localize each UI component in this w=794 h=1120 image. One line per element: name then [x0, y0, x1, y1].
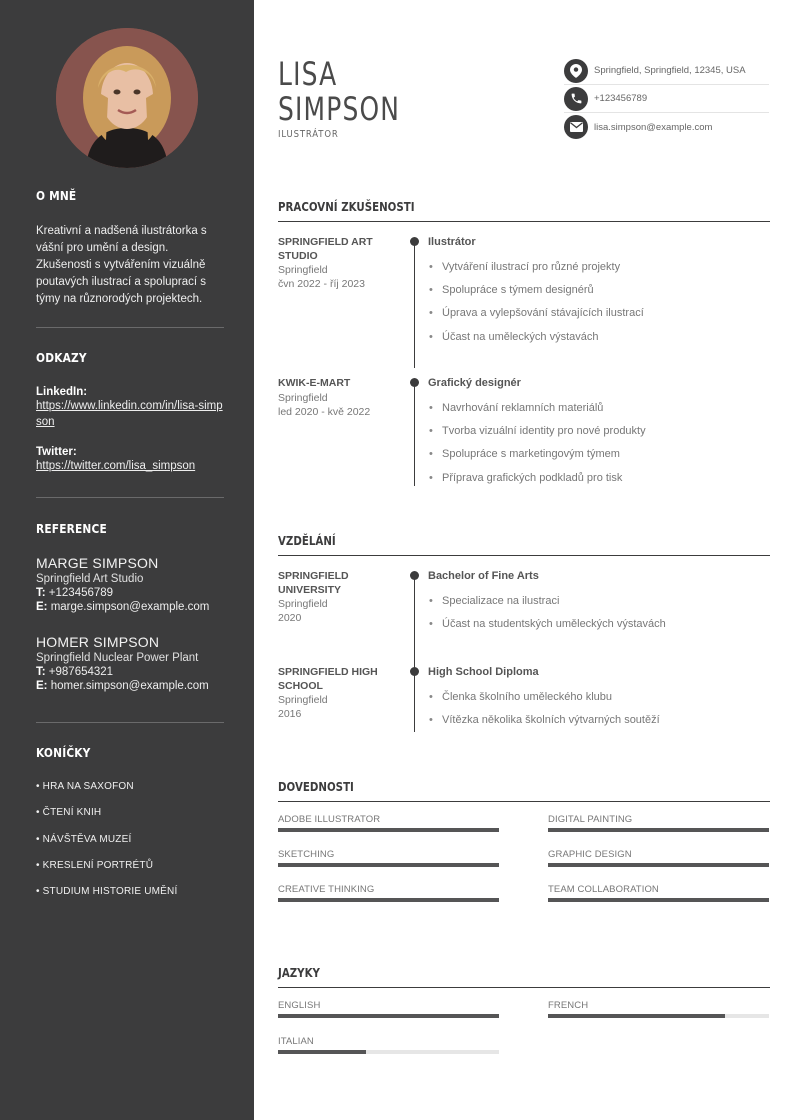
- list-item: • Účast na studentských uměleckých výstavách: [428, 606, 770, 629]
- sidebar-divider: [36, 327, 224, 328]
- hobby-item: • KRESLENÍ PORTRÉTŮ: [36, 859, 154, 871]
- education-heading-text: VZDĚLÁNÍ: [278, 533, 336, 548]
- timeline-dot: [410, 667, 419, 676]
- skill-item: [548, 884, 769, 902]
- address-text: Springfield, Springfield, 12345, USA: [594, 65, 746, 76]
- skill-bar-track: [548, 898, 769, 902]
- language-bar-fill: [548, 1014, 725, 1018]
- skill-item: [278, 884, 499, 902]
- skill-bar-track: [278, 828, 499, 832]
- list-item: • Účast na uměleckých výstavách: [428, 319, 770, 342]
- entry-location: Springfield: [278, 598, 328, 610]
- skill-bar-track: [548, 863, 769, 867]
- entry-dates: led 2020 - kvě 2022: [278, 405, 371, 418]
- linkedin-url[interactable]: https://www.linkedin.com/in/lisa-simpson: [36, 400, 223, 428]
- language-bar-track: [278, 1050, 499, 1054]
- about-heading: O MNĚ: [36, 188, 77, 203]
- entry-position: Ilustrátor: [428, 236, 476, 248]
- hobby-item: • NÁVŠTĚVA MUZEÍ: [36, 833, 132, 845]
- entry-meta: [278, 570, 398, 625]
- experience-entry: [278, 377, 770, 492]
- skill-bar-fill: [548, 898, 769, 902]
- entry-dates: 2016: [278, 708, 302, 720]
- links-heading: ODKAZY: [36, 350, 87, 365]
- links-section: [36, 350, 224, 365]
- language-bar-fill: [278, 1050, 366, 1054]
- list-item: • Spolupráce s týmem designérů: [428, 272, 770, 295]
- skill-name: CREATIVE THINKING: [278, 884, 375, 895]
- entry-location: Springfield: [278, 264, 328, 276]
- entry-bullets: [428, 249, 770, 342]
- last-name: SIMPSON: [278, 90, 401, 128]
- hobbies-section: [36, 745, 224, 760]
- references-heading: REFERENCE: [36, 521, 107, 536]
- contact-email: [564, 113, 769, 141]
- twitter-url[interactable]: https://twitter.com/lisa_simpson: [36, 460, 196, 472]
- entry-details: [428, 236, 770, 342]
- languages-heading-text: JAZYKY: [278, 965, 320, 980]
- language-bar-fill: [278, 1014, 499, 1018]
- entry-meta: [278, 236, 398, 291]
- entry-meta: [278, 666, 398, 721]
- reference-name: HOMER SIMPSON: [36, 634, 160, 650]
- timeline-line: [414, 240, 415, 368]
- entry-bullets: [428, 679, 770, 725]
- list-item: • Spolupráce s marketingovým týmem: [428, 436, 770, 459]
- entry-organization: SPRINGFIELD HIGH SCHOOL: [278, 666, 378, 692]
- skill-bar-fill: [548, 828, 769, 832]
- phone-icon: [564, 87, 588, 111]
- person-name: [278, 57, 400, 127]
- entry-dates: čvn 2022 - říj 2023: [278, 278, 365, 290]
- entry-organization: SPRINGFIELD UNIVERSITY: [278, 570, 349, 596]
- linkedin-label: LinkedIn:: [36, 386, 88, 398]
- entry-details: [428, 570, 770, 629]
- about-text: Kreativní a nadšená ilustrátorka s vášní pro umění a design. Zkušenosti s vytvářením vizuálně poutavých ilustrací a spoluprací s týmy na různorodých projektech.: [36, 225, 207, 305]
- skill-bar-track: [278, 863, 499, 867]
- language-bar-track: [548, 1014, 769, 1018]
- reference-item: [36, 634, 224, 692]
- contact-address: [564, 57, 769, 85]
- entry-bullets: [428, 390, 770, 483]
- list-item: • Vítězka několika školních výtvarných soutěží: [428, 702, 770, 725]
- hobby-item: • STUDIUM HISTORIE UMĚNÍ: [36, 886, 178, 898]
- reference-email: E: homer.simpson@example.com: [36, 680, 209, 692]
- language-bar-track: [278, 1014, 499, 1018]
- skill-bar-track: [278, 898, 499, 902]
- reference-company: Springfield Art Studio: [36, 573, 144, 585]
- references-section: [36, 521, 224, 536]
- phone-text: +123456789: [594, 93, 648, 104]
- list-item: • Členka školního uměleckého klubu: [428, 679, 770, 702]
- list-item: • Příprava grafických podkladů pro tisk: [428, 460, 770, 483]
- skill-bar-track: [548, 828, 769, 832]
- timeline-dot: [410, 237, 419, 246]
- language-item: [548, 1000, 769, 1018]
- skills-heading: [278, 778, 770, 802]
- first-name: LISA: [278, 55, 338, 93]
- language-name: FRENCH: [548, 1000, 589, 1011]
- timeline-dot: [410, 571, 419, 580]
- language-name: ITALIAN: [278, 1036, 314, 1047]
- timeline-dot: [410, 378, 419, 387]
- reference-company: Springfield Nuclear Power Plant: [36, 652, 199, 664]
- timeline-line: [414, 574, 415, 670]
- skill-name: DIGITAL PAINTING: [548, 814, 633, 825]
- reference-email: E: marge.simpson@example.com: [36, 601, 210, 613]
- job-title: ILUSTRÁTOR: [278, 129, 339, 140]
- about-section: [36, 188, 224, 203]
- hobby-item: • ČTENÍ KNIH: [36, 807, 102, 819]
- envelope-icon: [564, 115, 588, 139]
- entry-position: Grafický designér: [428, 377, 521, 389]
- hobbies-heading: KONÍČKY: [36, 745, 91, 760]
- experience-heading: [278, 198, 770, 222]
- entry-organization: KWIK-E-MART: [278, 377, 351, 389]
- education-entry: [278, 666, 770, 736]
- skill-bar-fill: [278, 898, 499, 902]
- location-pin-icon: [564, 59, 588, 83]
- list-item: • Tvorba vizuální identity pro nové produkty: [428, 413, 770, 436]
- education-heading: [278, 532, 770, 556]
- entry-position: High School Diploma: [428, 666, 539, 678]
- sidebar-divider: [36, 722, 224, 723]
- reference-phone: T: +123456789: [36, 587, 114, 599]
- entry-meta: [278, 377, 398, 419]
- contact-phone: [564, 85, 769, 113]
- entry-bullets: [428, 583, 770, 629]
- language-name: ENGLISH: [278, 1000, 321, 1011]
- list-item: • Vytváření ilustrací pro různé projekty: [428, 249, 770, 272]
- skill-name: ADOBE ILLUSTRATOR: [278, 814, 381, 825]
- skill-bar-fill: [278, 828, 499, 832]
- language-item: [278, 1000, 499, 1018]
- entry-location: Springfield: [278, 694, 328, 706]
- entry-details: [428, 377, 770, 483]
- reference-phone: T: +987654321: [36, 666, 114, 678]
- email-text: lisa.simpson@example.com: [594, 121, 713, 133]
- language-item: [278, 1036, 499, 1054]
- timeline-line: [414, 670, 415, 732]
- list-item: • Navrhování reklamních materiálů: [428, 390, 770, 413]
- timeline-line: [414, 381, 415, 486]
- hobbies-list: [36, 781, 224, 912]
- link-linkedin: [36, 386, 224, 430]
- skill-item: [548, 814, 769, 832]
- reference-item: [36, 555, 224, 613]
- skill-bar-fill: [278, 863, 499, 867]
- avatar: [56, 28, 198, 168]
- skill-name: TEAM COLLABORATION: [548, 884, 659, 895]
- skill-bar-fill: [548, 863, 769, 867]
- skill-item: [278, 814, 499, 832]
- skill-name: SKETCHING: [278, 849, 335, 860]
- twitter-label: Twitter:: [36, 446, 77, 458]
- link-twitter: [36, 446, 224, 474]
- skills-heading-text: DOVEDNOSTI: [278, 779, 354, 794]
- entry-organization: SPRINGFIELD ART STUDIO: [278, 236, 373, 262]
- hobby-item: • HRA NA SAXOFON: [36, 781, 134, 792]
- entry-details: [428, 666, 770, 725]
- list-item: • Úprava a vylepšování stávajících ilustrací: [428, 295, 770, 318]
- skill-name: GRAPHIC DESIGN: [548, 849, 632, 860]
- experience-heading-text: PRACOVNÍ ZKUŠENOSTI: [278, 199, 415, 214]
- sidebar-divider: [36, 497, 224, 498]
- skill-item: [548, 849, 769, 867]
- sidebar: [0, 0, 254, 1120]
- languages-heading: [278, 964, 770, 988]
- portrait-photo: [56, 28, 198, 168]
- entry-location: Springfield: [278, 391, 328, 404]
- reference-name: MARGE SIMPSON: [36, 555, 159, 571]
- education-entry: [278, 570, 770, 660]
- skill-item: [278, 849, 499, 867]
- entry-dates: 2020: [278, 612, 302, 624]
- entry-position: Bachelor of Fine Arts: [428, 570, 539, 582]
- list-item: • Specializace na ilustraci: [428, 583, 770, 606]
